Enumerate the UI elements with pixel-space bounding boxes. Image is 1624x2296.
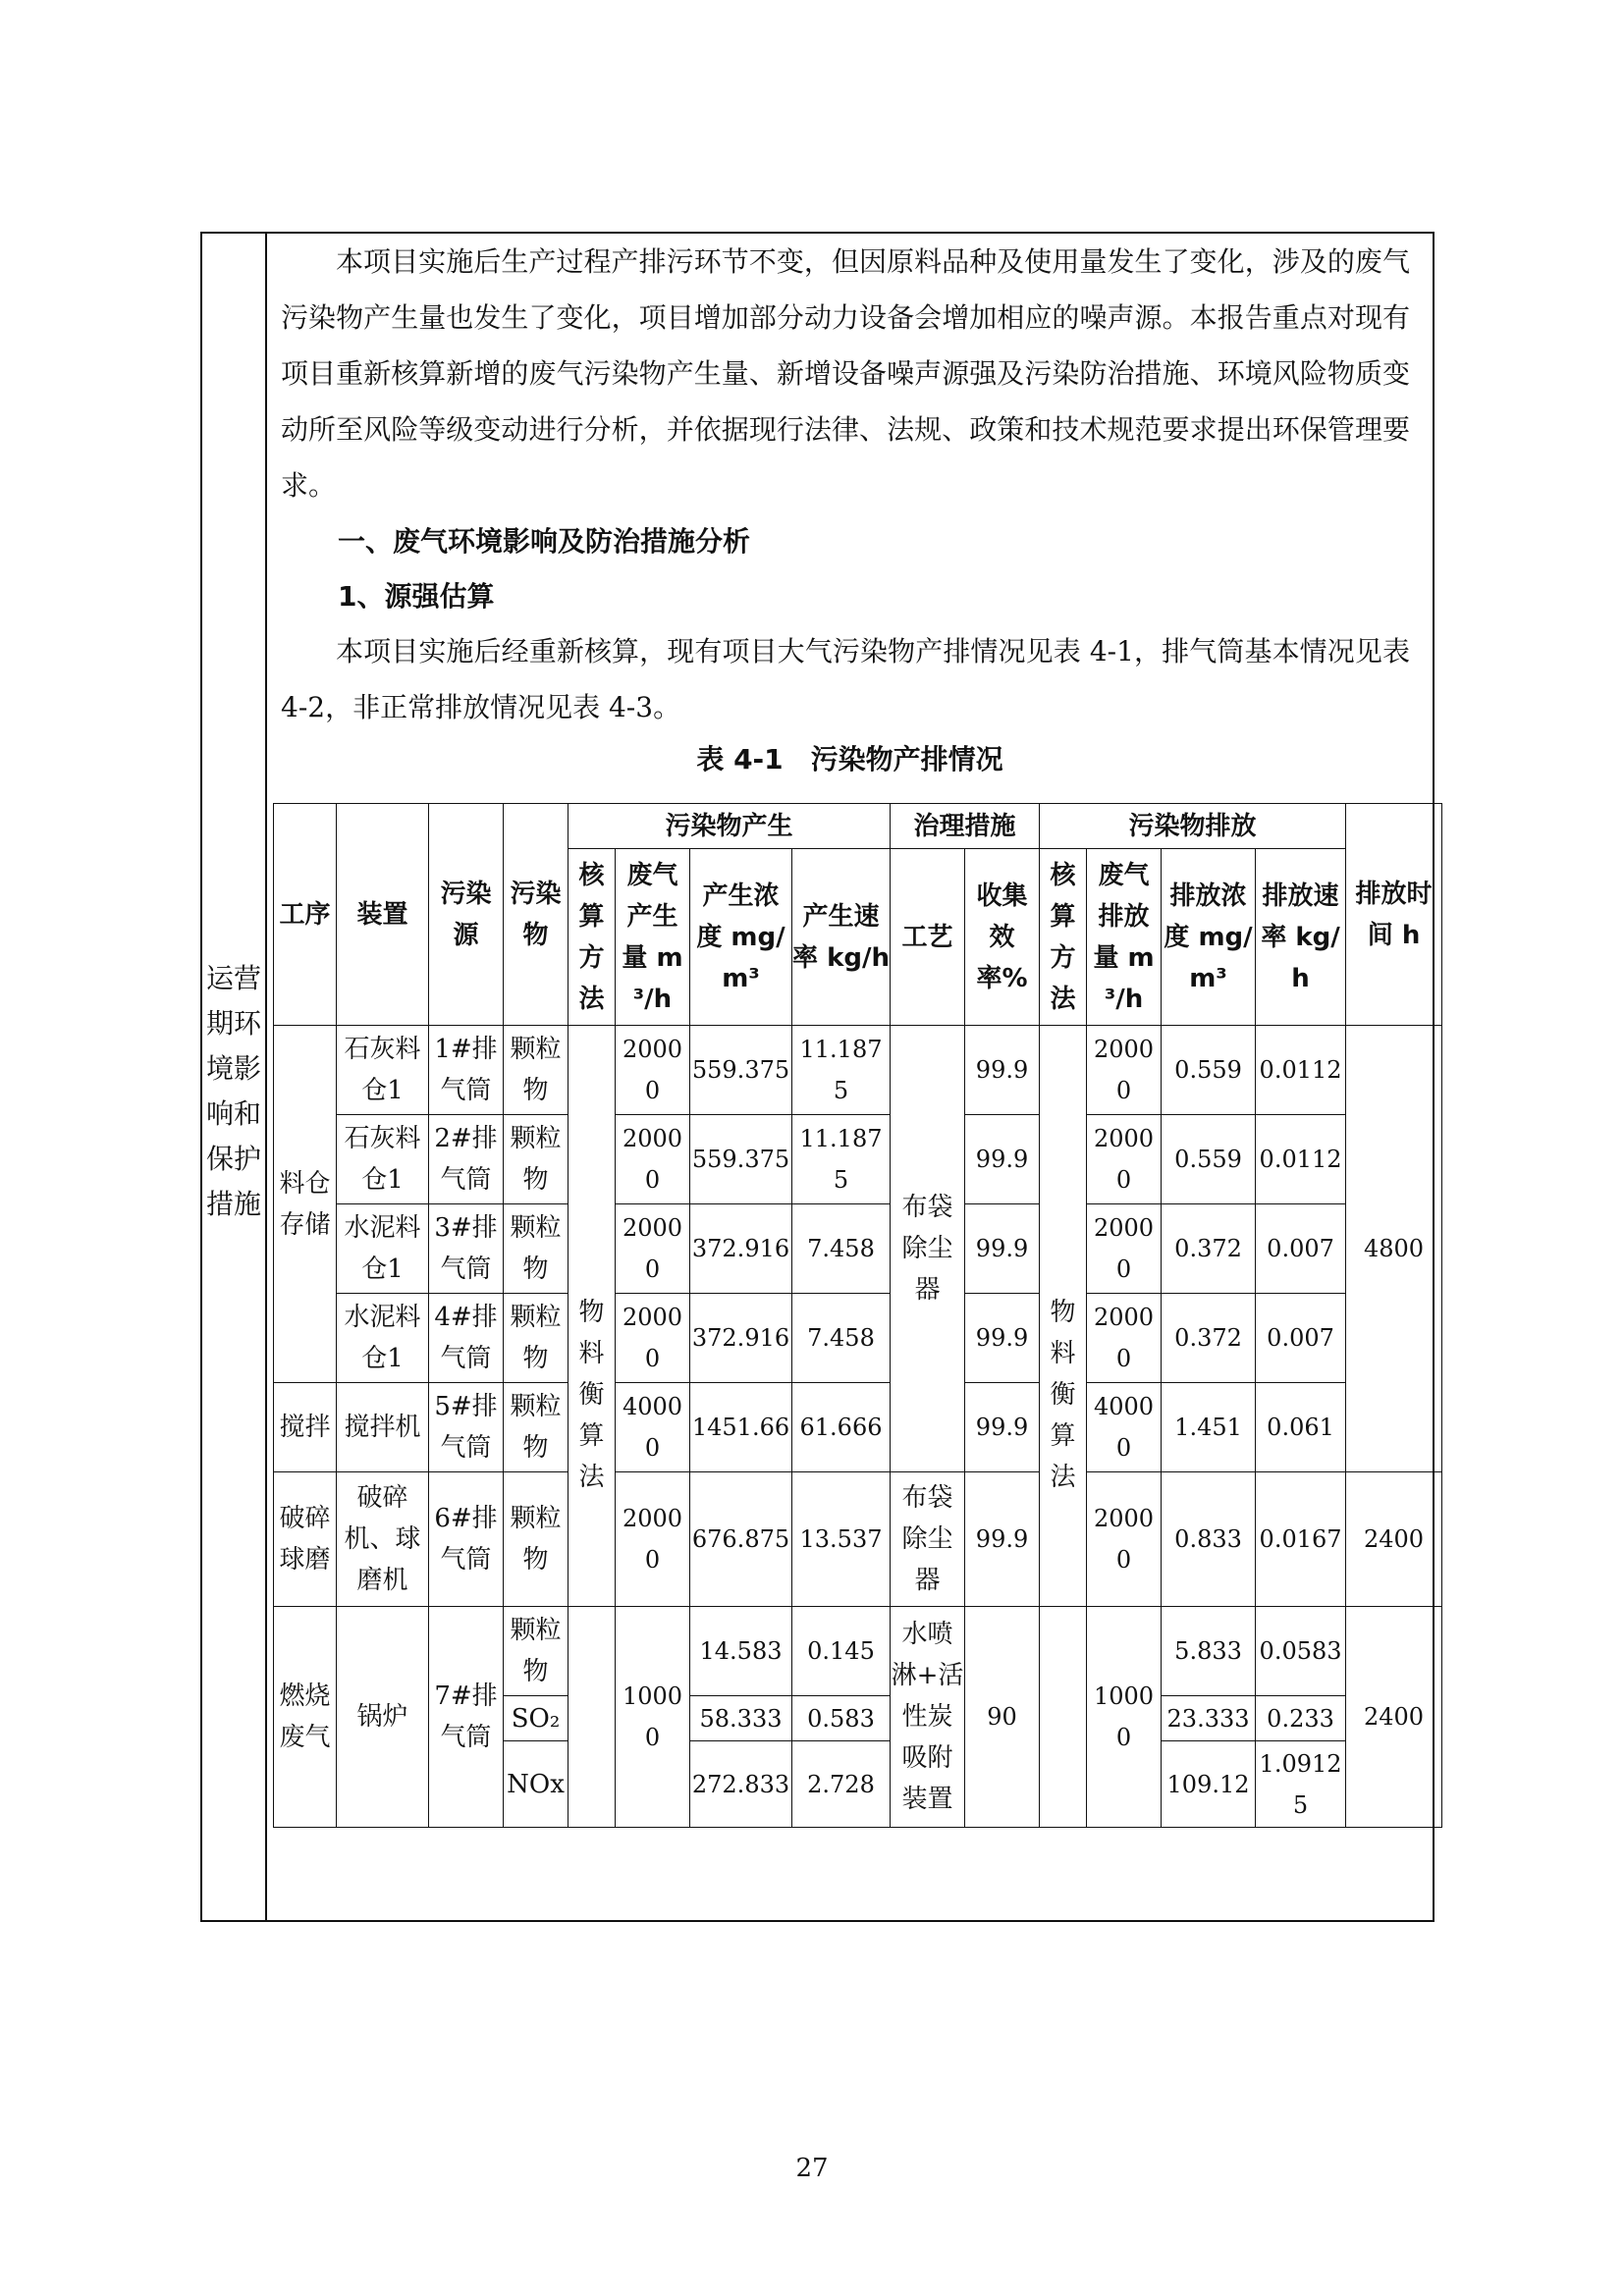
table-row: [274, 1204, 1442, 1294]
page-number: 27: [795, 2154, 829, 2183]
header-calc-method-2: 核算方法: [1040, 849, 1087, 1026]
header-gas-volume: 废气产生量 m³/h: [616, 849, 690, 1026]
pollution-table-container: [273, 803, 1441, 1823]
cell-emit-conc: 23.333: [1162, 1696, 1256, 1741]
cell-emit-rate: 0.0167: [1256, 1472, 1346, 1607]
page-frame: [200, 232, 1435, 1922]
cell-process: 料仓存储: [274, 1026, 337, 1383]
cell-emit-conc: 0.559: [1162, 1026, 1256, 1115]
table-row: [274, 1115, 1442, 1204]
table-row: [274, 1607, 1442, 1696]
header-gen-conc: 产生浓度 mg/m³: [690, 849, 792, 1026]
cell-gen-conc: 559.375: [690, 1026, 792, 1115]
intro-paragraph: 本项目实施后生产过程产排污环节不变，但因原料品种及使用量发生了变化，涉及的废气污染物产生量也发生了变化，项目增加部分动力设备会增加相应的噪声源。本报告重点对现有项目重新核算新增的废气污染物产生量、新增设备噪声源强及污染防治措施、环境风险物质变动所至风险等级变动进行分析，并依据现行法律、法规、政策和技术规范要求提出环保管理要求。: [281, 245, 1410, 502]
cell-efficiency: 99.9: [965, 1383, 1040, 1472]
header-process: 工序: [274, 804, 337, 1026]
cell-gas-volume: 20000: [616, 1204, 690, 1294]
table-caption: 表 4-1 污染物产排情况: [696, 743, 1003, 775]
cell-craft: 布袋除尘器: [891, 1472, 965, 1607]
cell-emit-rate: 0.061: [1256, 1383, 1346, 1472]
cell-gen-rate: 13.537: [792, 1472, 891, 1607]
cell-emit-rate: 0.0112: [1256, 1115, 1346, 1204]
cell-device: 破碎机、球磨机: [337, 1472, 429, 1607]
header-group-production: 污染物产生: [568, 804, 891, 849]
cell-gen-rate: 7.458: [792, 1294, 891, 1383]
cell-emit-conc: 0.372: [1162, 1294, 1256, 1383]
cell-gen-conc: 1451.66: [690, 1383, 792, 1472]
cell-emit-rate: 0.0583: [1256, 1607, 1346, 1696]
section-label-line: 措施: [205, 1188, 261, 1220]
section-label-line: 保护: [205, 1143, 261, 1175]
table-row: [274, 1383, 1442, 1472]
section-label-line: 境影: [205, 1052, 261, 1085]
subsection-heading: 1、源强估算: [338, 580, 495, 613]
section-sidebar: [202, 234, 267, 1920]
cell-emit-volume: 20000: [1087, 1204, 1162, 1294]
header-group-treatment: 治理措施: [891, 804, 1040, 849]
section-heading: 一、废气环境影响及防治措施分析: [338, 525, 751, 558]
cell-emit-rate: 0.233: [1256, 1696, 1346, 1741]
cell-process: 破碎球磨: [274, 1472, 337, 1607]
cell-device: 石灰料仓1: [337, 1026, 429, 1115]
header-emit-rate: 排放速率 kg/h: [1256, 849, 1346, 1026]
cell-emit-conc: 0.833: [1162, 1472, 1256, 1607]
cell-device: 锅炉: [337, 1607, 429, 1828]
cell-gas-volume: 10000: [616, 1607, 690, 1828]
cell-gen-conc: 372.916: [690, 1204, 792, 1294]
cell-gen-rate: 0.583: [792, 1696, 891, 1741]
cell-source: 1#排气筒: [429, 1026, 504, 1115]
cell-efficiency: 90: [965, 1607, 1040, 1828]
cell-efficiency: 99.9: [965, 1472, 1040, 1607]
table-group-header-row: [274, 804, 1442, 849]
cell-gen-rate: 11.1875: [792, 1026, 891, 1115]
cell-emit-conc: 0.559: [1162, 1115, 1256, 1204]
cell-pollutant: 颗粒物: [504, 1026, 568, 1115]
cell-device: 搅拌机: [337, 1383, 429, 1472]
section-content: [267, 234, 1433, 1920]
cell-device: 石灰料仓1: [337, 1115, 429, 1204]
header-emit-conc: 排放浓度 mg/m³: [1162, 849, 1256, 1026]
table-reference-paragraph: 本项目实施后经重新核算，现有项目大气污染物产排情况见表 4-1，排气筒基本情况见表 4-2，非正常排放情况见表 4-3。: [281, 635, 1410, 723]
cell-efficiency: 99.9: [965, 1026, 1040, 1115]
cell-device: 水泥料仓1: [337, 1204, 429, 1294]
section-label-line: 运营: [205, 962, 261, 994]
cell-craft: 水喷淋+活性炭吸附装置: [891, 1607, 965, 1828]
cell-gen-rate: 11.1875: [792, 1115, 891, 1204]
cell-gen-conc: 272.833: [690, 1741, 792, 1828]
header-calc-method: 核算方法: [568, 849, 616, 1026]
header-device: 装置: [337, 804, 429, 1026]
section-label-line: 期环: [205, 1007, 261, 1040]
table-row: [274, 1472, 1442, 1607]
cell-pollutant: 颗粒物: [504, 1607, 568, 1696]
cell-emit-volume: 40000: [1087, 1383, 1162, 1472]
cell-source: 4#排气筒: [429, 1294, 504, 1383]
cell-calc-method-2: 物料衡算法: [1040, 1026, 1087, 1607]
cell-source: 5#排气筒: [429, 1383, 504, 1472]
cell-gen-rate: 7.458: [792, 1204, 891, 1294]
cell-pollutant: NOx: [504, 1741, 568, 1828]
cell-emit-conc: 0.372: [1162, 1204, 1256, 1294]
cell-gas-volume: 40000: [616, 1383, 690, 1472]
cell-efficiency: 99.9: [965, 1204, 1040, 1294]
cell-device: 水泥料仓1: [337, 1294, 429, 1383]
header-gen-rate: 产生速率 kg/h: [792, 849, 891, 1026]
cell-gen-rate: 0.145: [792, 1607, 891, 1696]
cell-calc-method: 物料衡算法: [568, 1026, 616, 1607]
cell-emit-time: 2400: [1346, 1607, 1442, 1828]
header-emit-volume: 废气排放量 m³/h: [1087, 849, 1162, 1026]
cell-source: 6#排气筒: [429, 1472, 504, 1607]
cell-emit-volume: 20000: [1087, 1472, 1162, 1607]
cell-gas-volume: 20000: [616, 1115, 690, 1204]
cell-emit-conc: 5.833: [1162, 1607, 1256, 1696]
cell-source: 3#排气筒: [429, 1204, 504, 1294]
cell-pollutant: 颗粒物: [504, 1115, 568, 1204]
cell-emit-volume: 20000: [1087, 1294, 1162, 1383]
cell-pollutant: SO₂: [504, 1696, 568, 1741]
cell-emit-volume: 20000: [1087, 1115, 1162, 1204]
cell-gen-conc: 372.916: [690, 1294, 792, 1383]
pollution-table: [273, 803, 1442, 1828]
cell-process: 燃烧废气: [274, 1607, 337, 1828]
header-group-emission: 污染物排放: [1040, 804, 1346, 849]
cell-gen-conc: 14.583: [690, 1607, 792, 1696]
cell-pollutant: 颗粒物: [504, 1383, 568, 1472]
cell-calc-method: [568, 1607, 616, 1828]
header-emit-time: 排放时间 h: [1346, 804, 1442, 1026]
cell-gen-conc: 676.875: [690, 1472, 792, 1607]
table-row: [274, 1294, 1442, 1383]
cell-emit-rate: 1.09125: [1256, 1741, 1346, 1828]
cell-pollutant: 颗粒物: [504, 1204, 568, 1294]
cell-efficiency: 99.9: [965, 1115, 1040, 1204]
cell-emit-time: 2400: [1346, 1472, 1442, 1607]
cell-gen-rate: 61.666: [792, 1383, 891, 1472]
cell-emit-volume: 20000: [1087, 1026, 1162, 1115]
header-pollutant: 污染物: [504, 804, 568, 1026]
cell-source: 7#排气筒: [429, 1607, 504, 1828]
cell-craft: 布袋除尘器: [891, 1026, 965, 1472]
section-label: [202, 956, 265, 1227]
cell-gen-conc: 559.375: [690, 1115, 792, 1204]
header-craft: 工艺: [891, 849, 965, 1026]
table-row: [274, 1026, 1442, 1115]
cell-calc-method-2: [1040, 1607, 1087, 1828]
cell-gas-volume: 20000: [616, 1472, 690, 1607]
cell-emit-rate: 0.007: [1256, 1294, 1346, 1383]
cell-emit-volume: 10000: [1087, 1607, 1162, 1828]
cell-emit-conc: 109.12: [1162, 1741, 1256, 1828]
cell-pollutant: 颗粒物: [504, 1472, 568, 1607]
section-label-line: 响和: [205, 1097, 261, 1130]
cell-gen-conc: 58.333: [690, 1696, 792, 1741]
cell-emit-rate: 0.0112: [1256, 1026, 1346, 1115]
cell-gas-volume: 20000: [616, 1026, 690, 1115]
cell-emit-conc: 1.451: [1162, 1383, 1256, 1472]
cell-process: 搅拌: [274, 1383, 337, 1472]
cell-gas-volume: 20000: [616, 1294, 690, 1383]
cell-gen-rate: 2.728: [792, 1741, 891, 1828]
cell-efficiency: 99.9: [965, 1294, 1040, 1383]
cell-source: 2#排气筒: [429, 1115, 504, 1204]
cell-pollutant: 颗粒物: [504, 1294, 568, 1383]
cell-emit-time: 4800: [1346, 1026, 1442, 1472]
cell-emit-rate: 0.007: [1256, 1204, 1346, 1294]
header-source: 污染源: [429, 804, 504, 1026]
header-efficiency: 收集效率%: [965, 849, 1040, 1026]
